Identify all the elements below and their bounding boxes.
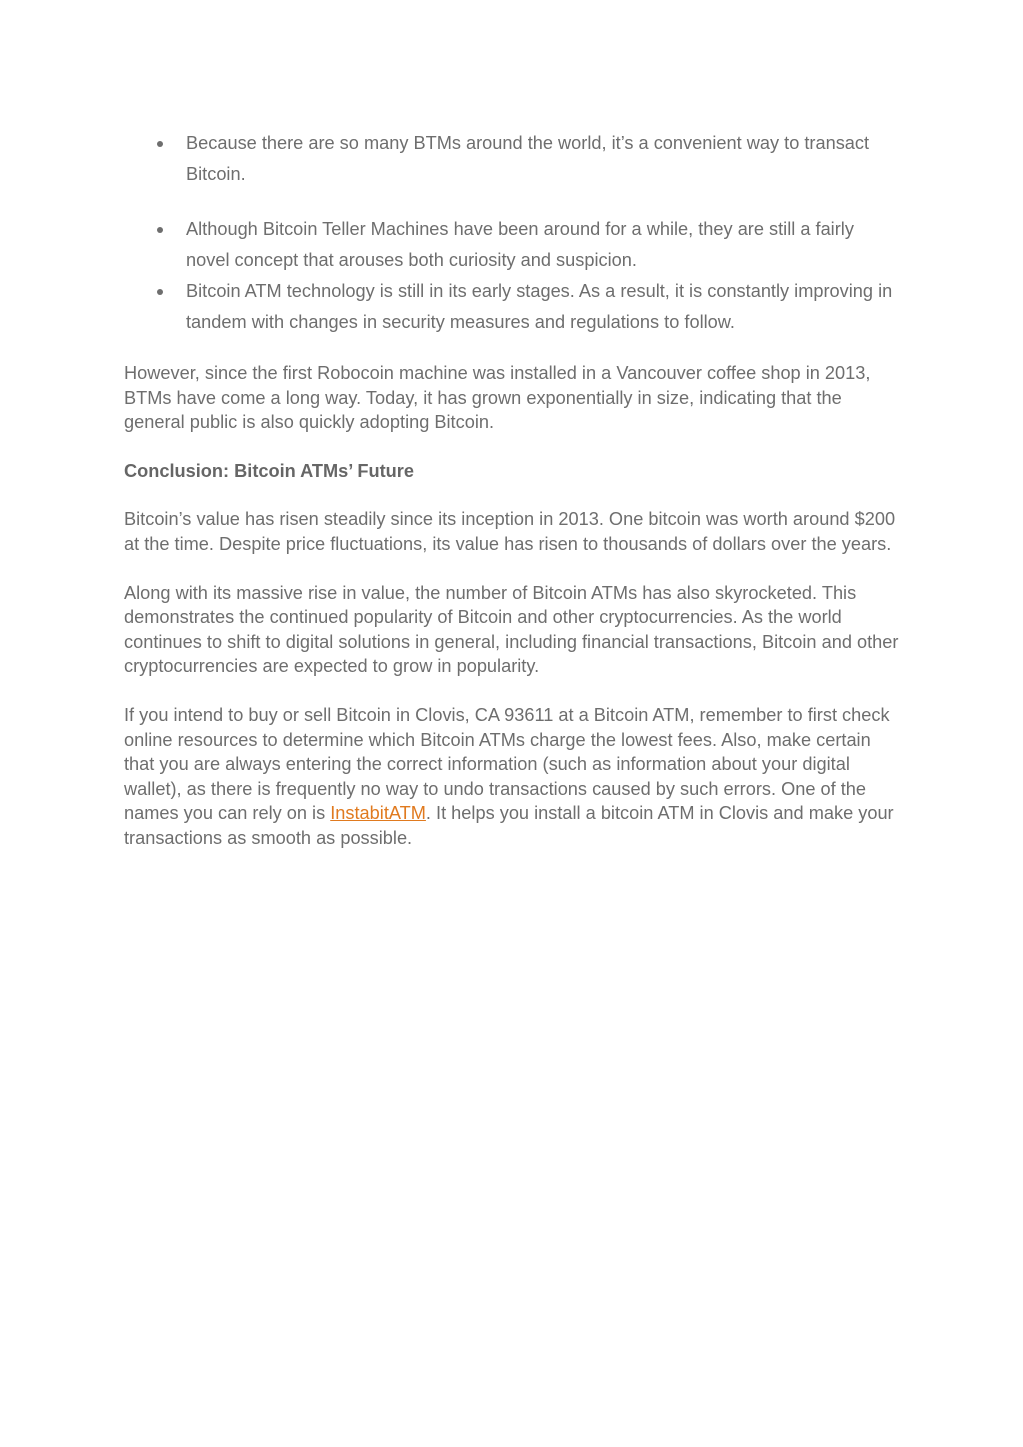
bullet-icon xyxy=(157,227,163,233)
bullet-list xyxy=(124,128,900,338)
bullet-text: Because there are so many BTMs around the world, it’s a convenient way to transact Bitcoin. xyxy=(186,133,870,184)
bullet-text: Although Bitcoin Teller Machines have been around for a while, they are still a fairly novel concept that arouses both curiosity and suspicion. xyxy=(186,219,854,270)
paragraph-growth: Along with its massive rise in value, the number of Bitcoin ATMs has also skyrocketed. This demonstrates the continued popularity of Bitcoin and other cryptocurrencies. As the world continues to shift to digital solutions in general, including financial transactions, Bitcoin and other cryptocurrencies are expected to grow in popularity. xyxy=(124,582,899,677)
paragraph-final-text-after: . It helps you install a bitcoin ATM in Clovis and make your transactions as smooth as possible. xyxy=(124,803,894,848)
paragraph-value: Bitcoin’s value has risen steadily since its inception in 2013. One bitcoin was worth around $200 at the time. Despite price fluctuations, its value has risen to thousands of dollars over the years. xyxy=(124,509,896,554)
section-heading: Conclusion: Bitcoin ATMs’ Future xyxy=(124,460,414,481)
bullet-text: Bitcoin ATM technology is still in its early stages. As a result, it is constantly improving in tandem with changes in security measures and regulations to follow. xyxy=(186,281,893,332)
list-item xyxy=(124,128,900,190)
paragraph-final-text-before: If you intend to buy or sell Bitcoin in Clovis, CA 93611 at a Bitcoin ATM, remember to first check online resources to determine which Bitcoin ATMs charge the lowest fees. Also, make certain that you are always entering the correct information (such as information about your digital wallet), as there is frequently no way to undo transactions caused by such errors. One of the names you can rely on is xyxy=(124,704,890,824)
bullet-icon xyxy=(157,289,163,295)
document-body xyxy=(124,128,900,851)
paragraph-history: However, since the first Robocoin machine was installed in a Vancouver coffee shop in 2013, BTMs have come a long way. Today, it has grown exponentially in size, indicating that the general public is also quickly adopting Bitcoin. xyxy=(124,363,871,433)
bullet-icon xyxy=(157,141,163,147)
paragraph-final xyxy=(124,703,900,851)
list-item xyxy=(124,276,900,338)
list-item xyxy=(124,214,900,276)
instabitatm-link[interactable]: InstabitATM xyxy=(330,803,426,824)
